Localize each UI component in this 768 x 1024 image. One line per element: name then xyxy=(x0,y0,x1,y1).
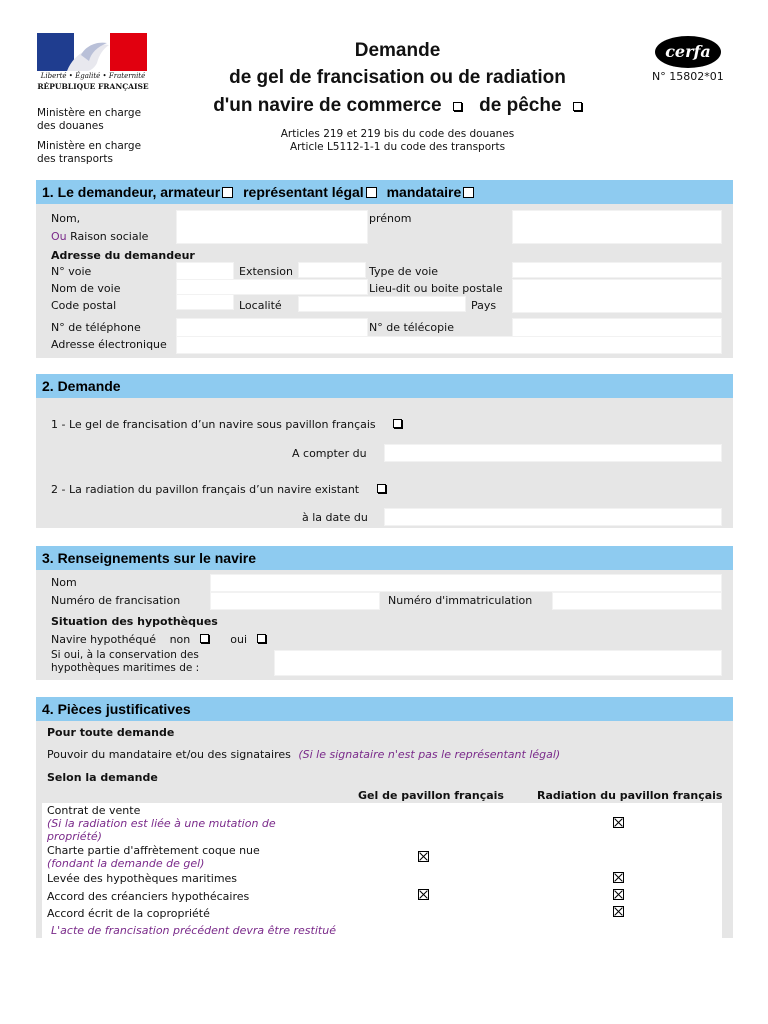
charte-gel-checked[interactable] xyxy=(418,851,429,862)
label-pour-toute: Pour toute demande xyxy=(47,726,175,739)
marianne-logo xyxy=(37,33,147,71)
navire-nom-input[interactable] xyxy=(210,574,722,592)
label-prenom: prénom xyxy=(369,212,412,225)
cerfa-text: cerfa xyxy=(665,42,711,61)
radiation-checkbox[interactable] xyxy=(377,484,386,493)
a-compter-input[interactable] xyxy=(384,444,722,462)
label-voie: N° voie xyxy=(51,265,92,278)
peche-checkbox[interactable] xyxy=(573,102,582,111)
demande-item-radiation xyxy=(51,483,386,496)
label-nom: Nom, xyxy=(51,212,81,225)
contrat-radiation-checked[interactable] xyxy=(613,817,624,828)
title-peche: de pêche xyxy=(479,95,562,116)
demande-radiation-label: 2 - La radiation du pavillon français d’un navire existant xyxy=(51,483,360,496)
section1-body xyxy=(36,204,733,358)
label-pouvoir: Pouvoir du mandataire et/ou des signataires xyxy=(47,748,291,761)
ministry-douanes: Ministère en charge des douanes xyxy=(37,107,142,132)
form-title-line3 xyxy=(170,91,625,120)
cerfa-logo xyxy=(655,36,721,68)
label-selon: Selon la demande xyxy=(47,771,158,784)
form-title-line1: Demande xyxy=(354,40,441,61)
label-email: Adresse électronique xyxy=(51,338,167,351)
representant-checkbox[interactable] xyxy=(366,187,377,198)
armateur-checkbox[interactable] xyxy=(222,187,233,198)
demande-gel-label: 1 - Le gel de francisation d’un navire sous pavillon français xyxy=(51,418,376,431)
label-raison-sociale xyxy=(51,230,148,243)
creanciers-gel-checked[interactable] xyxy=(418,889,429,900)
label-telephone: N° de téléphone xyxy=(51,321,141,334)
form-title-line2: de gel de francisation ou de radiation xyxy=(229,67,566,88)
section1-title-mandataire: mandataire xyxy=(386,184,462,200)
francisation-input[interactable] xyxy=(210,592,380,610)
row-charte-label: Charte partie d'affrètement coque nue xyxy=(47,844,260,857)
prenom-input[interactable] xyxy=(512,210,722,244)
pouvoir-row xyxy=(47,748,560,761)
label-si-oui-2: hypothèques maritimes de : xyxy=(51,662,200,674)
label-nom-voie: Nom de voie xyxy=(51,282,121,295)
label-navire-nom: Nom xyxy=(51,576,77,589)
label-ou: Ou xyxy=(51,230,67,243)
demande-item-gel xyxy=(51,418,402,431)
commerce-checkbox[interactable] xyxy=(453,102,462,111)
type-voie-input[interactable] xyxy=(512,262,722,278)
gel-checkbox[interactable] xyxy=(393,419,402,428)
articles-transports: Article L5112-1-1 du code des transports xyxy=(289,141,506,153)
label-telecopie: N° de télécopie xyxy=(369,321,454,334)
rf-name: RÉPUBLIQUE FRANÇAISE xyxy=(37,82,149,91)
mandataire-checkbox[interactable] xyxy=(463,187,474,198)
label-extension: Extension xyxy=(239,265,294,278)
label-oui: oui xyxy=(230,633,248,646)
label-type-voie: Type de voie xyxy=(369,265,439,278)
label-adresse: Adresse du demandeur xyxy=(51,249,195,262)
row-contrat-note: (Si la radiation est liée à une mutation de propriété) xyxy=(47,817,276,843)
nom-voie-input[interactable] xyxy=(176,279,368,295)
label-si-oui-1: Si oui, à la conservation des xyxy=(51,649,199,661)
oui-checkbox[interactable] xyxy=(257,634,266,643)
label-pouvoir-note: (Si le signataire n'est pas le représentant légal) xyxy=(298,748,561,761)
footer-note: L'acte de francisation précédent devra être restitué xyxy=(51,924,336,937)
label-francisation: Numéro de francisation xyxy=(51,594,181,607)
nom-input[interactable] xyxy=(176,210,368,244)
creanciers-radiation-checked[interactable] xyxy=(613,889,624,900)
levee-radiation-checked[interactable] xyxy=(613,872,624,883)
non-checkbox[interactable] xyxy=(200,634,209,643)
rf-motto: Liberté • Égalité • Fraternité xyxy=(40,72,146,80)
label-situation: Situation des hypothèques xyxy=(51,615,218,628)
lieu-dit-input[interactable] xyxy=(512,279,722,313)
title-commerce: d'un navire de commerce xyxy=(213,95,442,116)
col-gel-header: Gel de pavillon français xyxy=(358,789,504,802)
section1-header xyxy=(36,180,733,204)
articles-douanes: Articles 219 et 219 bis du code des douanes xyxy=(280,128,515,140)
col-radiation-header: Radiation du pavillon français xyxy=(537,789,723,802)
extension-input[interactable] xyxy=(298,262,366,278)
hypotheque-row xyxy=(51,633,266,646)
label-pays: Pays xyxy=(471,299,497,312)
section3-header: 3. Renseignements sur le navire xyxy=(36,546,733,570)
ministry-transports: Ministère en charge des transports xyxy=(37,140,142,165)
label-hypotheque: Navire hypothéqué xyxy=(51,633,157,646)
label-a-la-date: à la date du xyxy=(302,511,368,524)
section4-header: 4. Pièces justificatives xyxy=(36,697,733,721)
localite-input[interactable] xyxy=(298,296,466,312)
email-input[interactable] xyxy=(176,336,722,354)
row-contrat-label: Contrat de vente xyxy=(47,804,141,817)
a-la-date-input[interactable] xyxy=(384,508,722,526)
row-charte-note: (fondant la demande de gel) xyxy=(47,857,205,870)
copropriete-radiation-checked[interactable] xyxy=(613,906,624,917)
section2-header: 2. Demande xyxy=(36,374,733,398)
label-non: non xyxy=(169,633,191,646)
cerfa-number: N° 15802*01 xyxy=(652,70,724,83)
row-accord-creanciers-label: Accord des créanciers hypothécaires xyxy=(47,890,250,903)
label-a-compter: A compter du xyxy=(292,447,367,460)
label-lieu-dit: Lieu-dit ou boite postale xyxy=(369,282,503,295)
label-raison: Raison sociale xyxy=(70,230,149,243)
label-code-postal: Code postal xyxy=(51,299,117,312)
section1-title-armateur: 1. Le demandeur, armateur xyxy=(42,184,221,200)
conservation-input[interactable] xyxy=(274,650,722,676)
label-localite: Localité xyxy=(239,299,282,312)
immatriculation-input[interactable] xyxy=(552,592,722,610)
section1-title-representant: représentant légal xyxy=(243,184,364,200)
label-immatriculation: Numéro d'immatriculation xyxy=(388,594,533,607)
row-accord-copropriete-label: Accord écrit de la copropriété xyxy=(47,907,210,920)
row-levee-label: Levée des hypothèques maritimes xyxy=(47,872,238,885)
